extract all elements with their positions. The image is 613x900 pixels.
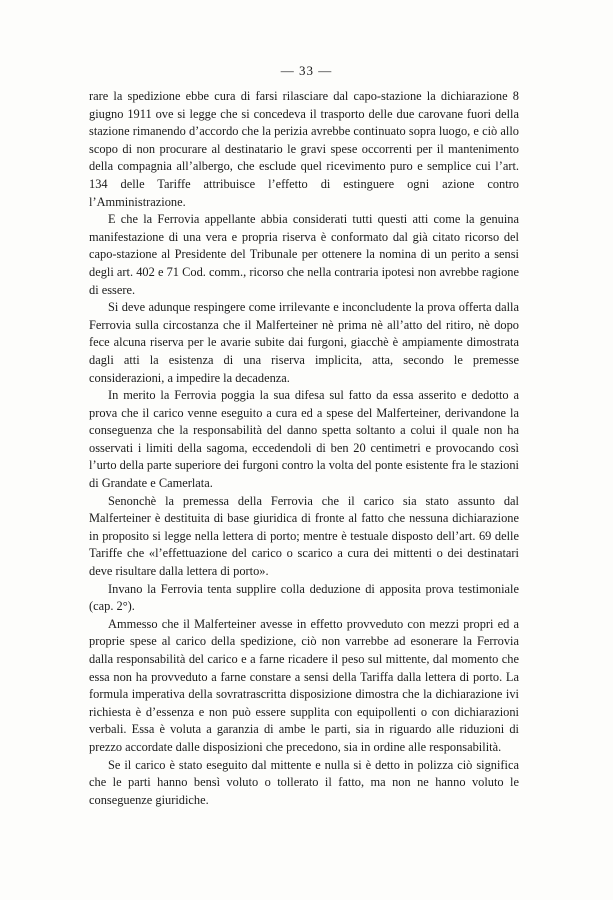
paragraph-continuation: rare la spedizione ebbe cura di farsi rilasciare dal capo-stazione la dichiarazione 8 giugno 1911 ove si legge che si concedeva il trasporto delle due carovane fuori della stazione rimanendo d’accordo che la perizia avrebbe continuato sopra luogo, e ciò allo scopo di non procurare al destinatario le gravi spese occorrenti per il mantenimento della compagnia all’albergo, che esclude quel ricevimento puro e semplice cui l’art. 134 delle Tariffe attribuisce l’effetto di estinguere ogni azione contro l’Amministrazione. xyxy=(89,89,519,209)
paragraph: Ammesso che il Malferteiner avesse in effetto provveduto con mezzi propri ed a proprie spese al carico della spedizione, ciò non varrebbe ad esonerare la Ferrovia dalla responsabilità del carico e a farne ricadere il peso sul mittente, dal momento che essa non ha provveduto a farne constare a sensi della Tariffa dalla lettera di porto. La formula imperativa della sovratrascritta disposizione dimostra che la dichiarazione ivi richiesta è d’essenza e non può essere supplita con equipollenti o con dichiarazioni verbali. Essa è voluta a garanzia di ambe le parti, sia in riguardo alle riduzioni di prezzo accordate dalle disposizioni che precedono, sia in ordine alle responsabilità. xyxy=(89,616,519,754)
paragraph: E che la Ferrovia appellante abbia considerati tutti questi atti come la genuina manifestazione di una vera e propria riserva è conformato dal già citato ricorso del capo-stazione al Presidente del Tribunale per ottenere la nomina di un perito a sensi degli art. 402 e 71 Cod. comm., ricorso che nella contraria ipotesi non avrebbe ragione di essere. xyxy=(89,212,519,297)
text-body xyxy=(89,88,519,809)
paragraph: Se il carico è stato eseguito dal mittente e nulla si è detto in polizza ciò significa che le parti hanno bensì voluto o tollerato il fatto, ma non ne hanno voluto le conseguenze giuridiche. xyxy=(89,757,519,807)
page-number: — 33 — xyxy=(280,63,333,78)
paragraph: Senonchè la premessa della Ferrovia che il carico sia stato assunto dal Malferteiner è destituita di base giuridica di fronte al fatto che nessuna dichiarazione in proposito si legge nella lettera di porto; mentre è testuale disposto dell’art. 69 delle Tariffe che «l’effettuazione del carico o scarico a cura dei mittenti o dei destinatari deve risultare dalla lettera di porto». xyxy=(89,493,519,579)
paragraph: Invano la Ferrovia tenta supplire colla deduzione di apposita prova testimoniale (cap. 2°). xyxy=(89,581,519,614)
paragraph: In merito la Ferrovia poggia la sua difesa sul fatto da essa asserito e dedotto a prova che il carico venne eseguito a cura ed a spese del Malferteiner, derivandone la conseguenza che la responsabilità del danno spetta soltanto a colui il quale non ha osservati i limiti della sagoma, eccedendoli di ben 20 centimetri e provocando così l’urto della parte superiore dei furgoni contro la volta del ponte esistente fra le stazioni di Grandate e Camerlata. xyxy=(89,388,519,491)
paragraph: Si deve adunque respingere come irrilevante e inconcludente la prova offerta dalla Ferrovia sulla circostanza che il Malferteiner nè prima nè all’atto del ritiro, nè dopo fece alcuna riserva per le avarie subite dai furgoni, giacchè è ampiamente dimostrata dagli atti la esistenza di una riserva implicita, atta, secondo le premesse considerazioni, a impedire la decadenza. xyxy=(89,300,519,385)
